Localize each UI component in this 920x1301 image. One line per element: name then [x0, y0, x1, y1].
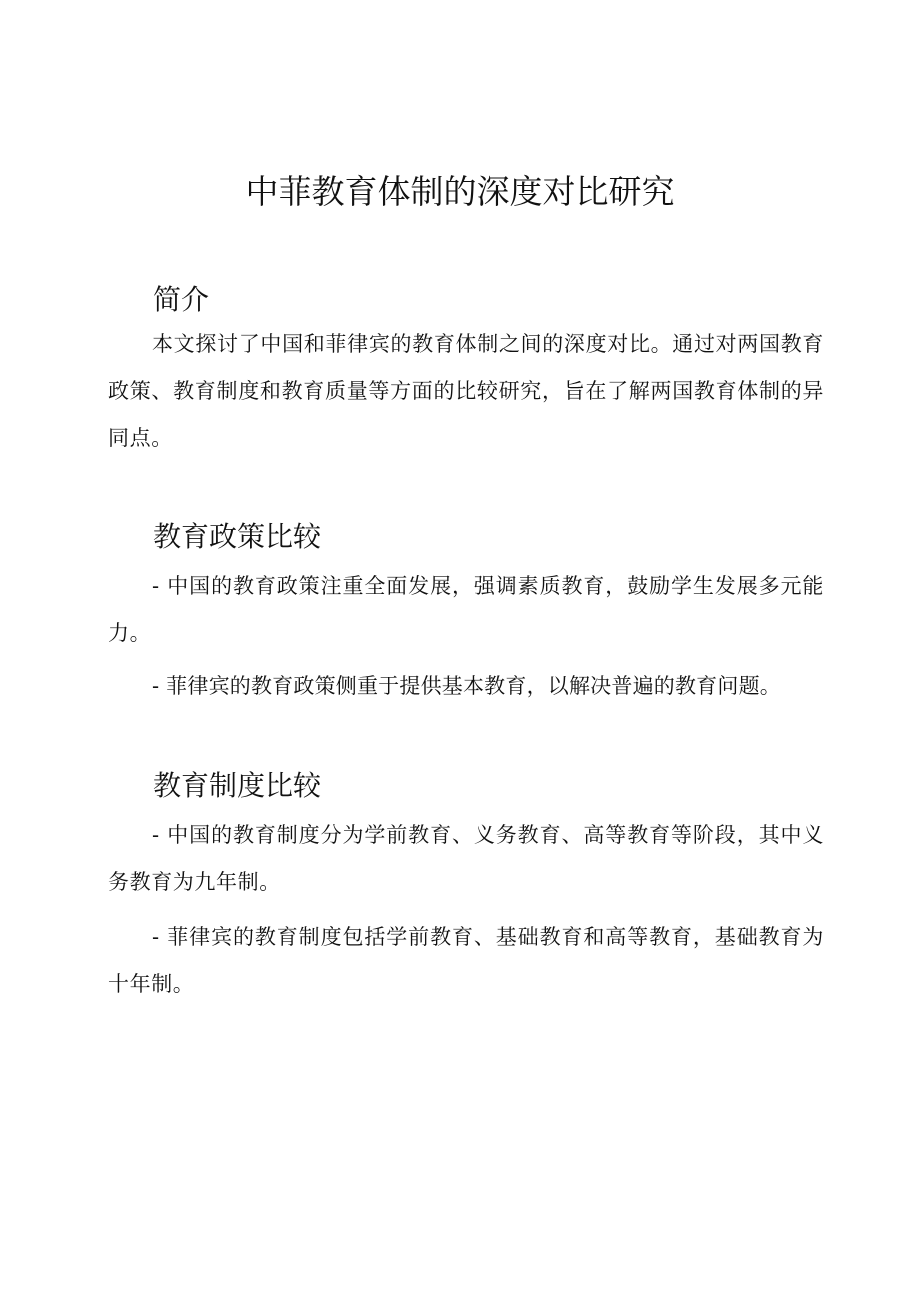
system-paragraph-philippines: - 菲律宾的教育制度包括学前教育、基础教育和高等教育，基础教育为十年制。 — [108, 925, 824, 996]
policy-paragraph-china: - 中国的教育政策注重全面发展，强调素质教育，鼓励学生发展多元能力。 — [108, 574, 824, 645]
policy-paragraph-philippines: - 菲律宾的教育政策侧重于提供基本教育，以解决普遍的教育问题。 — [152, 674, 781, 698]
section-heading-education-policy: 教育政策比较 — [153, 520, 322, 553]
introduction-paragraph: 本文探讨了中国和菲律宾的教育体制之间的深度对比。通过对两国教育政策、教育制度和教育质量等方面的比较研究，旨在了解两国教育体制的异同点。 — [108, 332, 824, 450]
section-heading-introduction: 简介 — [153, 283, 210, 316]
system-paragraph-china: - 中国的教育制度分为学前教育、义务教育、高等教育等阶段，其中义务教育为九年制。 — [108, 823, 824, 894]
document-title: 中菲教育体制的深度对比研究 — [245, 172, 675, 211]
section-heading-education-system: 教育制度比较 — [153, 769, 322, 802]
